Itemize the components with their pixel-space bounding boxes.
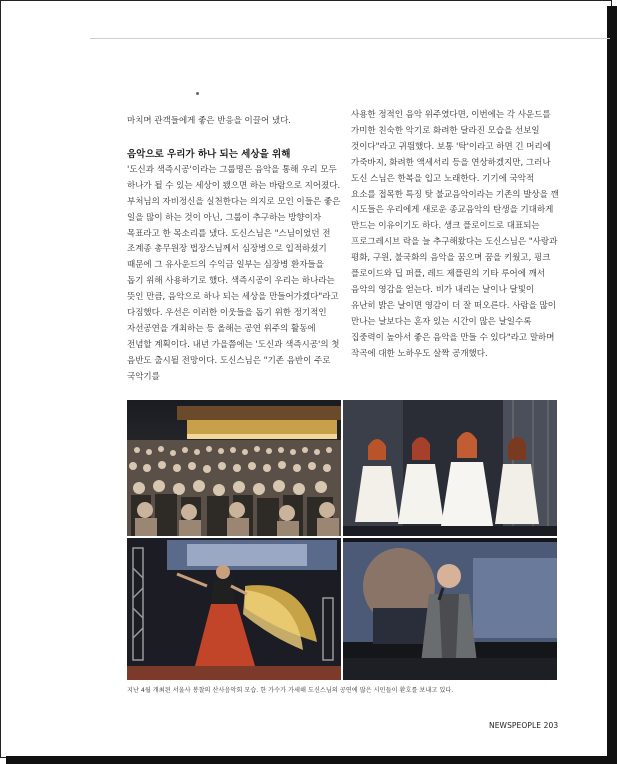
footer-magazine-name: NEWSPEOPLE [489, 721, 542, 730]
article-right-column [351, 108, 561, 363]
article-left-column [127, 114, 341, 386]
singers-photo [343, 400, 557, 536]
left-intro-paragraph: 마치며 관객들에게 좋은 반응을 이끌어 냈다. [127, 116, 292, 126]
dancer-photo [127, 538, 341, 680]
page-footer [489, 721, 558, 730]
page-shadow-bottom [6, 756, 617, 764]
monk-singer-photo [343, 538, 557, 680]
photo-caption: 지난 4월 개최된 서울사 봉찰의 산사음악회 모습. 한 가수가 가세해 도신스님의 공연에 많은 시민들이 환호를 보내고 있다. [127, 687, 454, 694]
footer-page-number: 203 [543, 721, 559, 730]
page-shadow-right [607, 6, 617, 764]
section-heading: 음악으로 우리가 하나 되는 세상을 위해 [127, 148, 291, 160]
left-body-paragraph: '도신과 색즉시공'이라는 그룹명은 음악을 통해 우리 모두 하나가 될 수 있는 세상이 됐으면 하는 바람으로 지어졌다. 부처님의 자비정신을 실천한다는 의지로 모인 이들은 좋은 일을 많이 하는 것이 아닌, 그룹이 추구하는 방향이자 목표라고 한 목소리를 냈다. 도신스님은 "스님이었던 전 조계종 총무원장 법장스님께서 심장병으로 입적하셨기 때문에 그 유사운드의 수익금 일부는 심장병 환자들을 돕기 위해 사용하기로 했다. 색즉시공이 우리는 하나라는 뜻인 만큼, 음악으로 하나 되는 세상을 만들어가겠다"라고 다짐했다. 우선은 이러한 이웃들을 돕기 위한 정기적인 자선공연을 개최하는 등 올해는 공연 위주의 활동에 전념할 계획이다. 내년 가을쯤에는 '도신과 색즉시공'의 첫 음반도 출시될 전망이다. 도신스님은 "기존 음반이 주로 국악기를 [127, 164, 341, 382]
right-body-paragraph: 사용한 정적인 음악 위주였다면, 이번에는 각 사운드를 가미한 친숙한 악기로 화려한 달라진 모습을 선보일 것이다"라고 귀띔했다. 보통 '탁'이라고 하면 긴 머리에 가죽바지, 화려한 액세서리 등을 연상하겠지만, 그러나 도신 스님은 한복을 입고 노래한다. 기기에 국악적 요소를 접목한 특징 탓 불교음악이라는 기존의 발상을 깬 시도들은 우리에게 새로운 종교음악의 탄생을 기대하게 만드는 이유이기도 하다. 생크 플로이드로 대표되는 프로그레시브 락을 늘 추구해왔다는 도신스님은 "사랑과 평화, 구원, 불국화의 음악을 꿈으며 꿈을 키웠고, 핑크 플로이드와 딥 퍼플, 레드 제플린의 기타 루어에 깨서 음악의 영감을 얻는다. 비가 내리는 날이나 달빛이 유난히 밝은 날이면 영감이 더 잘 떠오른다. 사람을 많이 만나는 날보다는 혼자 있는 시간이 많은 날일수록 집중력이 높아서 좋은 음악을 만들 수 있다"라고 말하며 작곡에 대한 노하우도 살짝 공개했다. [351, 110, 559, 359]
audience-photo [127, 400, 341, 536]
top-rule [90, 38, 610, 39]
scan-speck [196, 92, 199, 95]
